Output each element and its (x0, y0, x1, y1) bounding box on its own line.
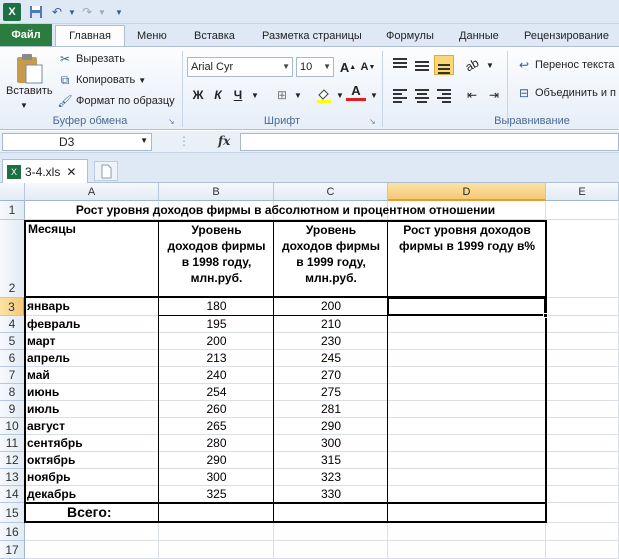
table-border (24, 521, 547, 523)
font-launcher-icon[interactable]: ↘ (369, 117, 376, 126)
insert-function-icon[interactable]: fx (218, 134, 231, 148)
cell-month[interactable]: август (27, 419, 65, 433)
excel-file-icon: X (7, 165, 21, 179)
wrap-text-button[interactable] (516, 57, 615, 73)
row-header[interactable]: 6 (0, 350, 25, 367)
table-border (158, 220, 159, 523)
save-icon[interactable] (27, 3, 45, 21)
cell-month[interactable]: март (27, 334, 56, 348)
redo-icon[interactable]: ↷ (81, 5, 93, 19)
cell-income-1999[interactable]: 270 (320, 368, 342, 382)
wrap-text-icon: ↩ (518, 58, 530, 72)
table-border (387, 220, 388, 523)
quick-access-toolbar (0, 0, 619, 24)
cell-month[interactable]: ноябрь (27, 470, 71, 484)
workbook-tab[interactable] (2, 159, 88, 183)
row-header[interactable]: 3 (0, 298, 25, 316)
header-line: Уровень (191, 223, 242, 237)
alignment-group-label: Выравнивание (494, 115, 570, 127)
formula-input[interactable] (240, 133, 619, 151)
cell-income-1999[interactable]: 300 (320, 436, 342, 450)
cell-income-1998[interactable]: 240 (206, 368, 227, 382)
formula-bar (0, 131, 619, 153)
cell-income-1998[interactable]: 290 (206, 453, 227, 467)
cell-income-1998[interactable]: 280 (206, 436, 227, 450)
row-header[interactable]: 17 (0, 541, 25, 559)
header-line: млн.руб. (190, 271, 243, 285)
cell-month[interactable]: июль (27, 402, 60, 416)
merge-center-button[interactable] (516, 85, 616, 101)
row-header[interactable]: 9 (0, 401, 25, 418)
header-b (159, 222, 274, 286)
underline-dropdown-icon[interactable]: ▼ (251, 90, 259, 100)
cell-month[interactable]: апрель (27, 351, 70, 365)
cell-income-1999[interactable]: 230 (320, 334, 342, 348)
tab-formulas[interactable]: Формулы (386, 30, 434, 42)
cell-income-1999[interactable]: 323 (320, 470, 342, 484)
align-top-icon[interactable] (390, 55, 410, 75)
format-painter-button[interactable] (57, 93, 175, 109)
row-header[interactable]: 8 (0, 384, 25, 401)
tab-home[interactable]: Главная (55, 25, 125, 46)
merge-label: Объединить и п (535, 87, 617, 99)
row-header[interactable]: 7 (0, 367, 25, 384)
cell-income-1998[interactable]: 300 (206, 470, 227, 484)
undo-icon[interactable]: ↶ (51, 5, 63, 19)
cell-growth-percent[interactable] (388, 470, 546, 487)
row-header[interactable]: 2 (0, 220, 25, 298)
copy-button[interactable] (57, 72, 146, 88)
spreadsheet-grid[interactable] (0, 183, 619, 557)
ribbon (0, 46, 619, 130)
paste-label: Вставить (6, 85, 53, 97)
selected-cell[interactable] (387, 297, 546, 316)
cell-growth-percent[interactable] (388, 317, 546, 334)
scissors-icon: ✂ (59, 52, 71, 66)
bold-button[interactable]: Ж (192, 88, 204, 102)
table-border (24, 220, 547, 222)
copy-dropdown-icon[interactable]: ▼ (138, 75, 147, 85)
cell-growth-percent[interactable] (388, 334, 546, 351)
cell-growth-percent[interactable] (388, 385, 546, 402)
font-size-value: 10 (300, 61, 313, 73)
cell-income-1998[interactable]: 195 (206, 317, 227, 331)
format-painter-label: Формат по образцу (76, 95, 175, 107)
cell-income-1999[interactable]: 245 (320, 351, 342, 365)
cut-button[interactable] (57, 51, 125, 67)
formula-bar-splitter-icon[interactable]: ⋮ (178, 134, 190, 148)
cell-growth-percent[interactable] (388, 402, 546, 419)
tab-file[interactable]: Файл (0, 24, 52, 46)
cell-growth-percent[interactable] (388, 419, 546, 436)
cell-income-1998[interactable]: 254 (206, 385, 227, 399)
row-header[interactable]: 4 (0, 316, 25, 333)
table-border (25, 502, 546, 504)
row-header[interactable]: 11 (0, 435, 25, 452)
cell-growth-percent[interactable] (388, 351, 546, 368)
cell-income-1999[interactable]: 200 (320, 299, 342, 313)
paste-dropdown-icon[interactable]: ▼ (20, 101, 28, 110)
font-name-select[interactable] (187, 57, 293, 77)
cell-month[interactable]: июнь (27, 385, 60, 399)
table-title: Рост уровня доходов фирмы в абсолютном и процентном отношении (75, 203, 496, 217)
increase-indent-icon[interactable]: ⇥ (488, 88, 500, 102)
cell-income-1998[interactable]: 213 (206, 351, 227, 365)
undo-dropdown-icon[interactable]: ▼ (68, 7, 76, 17)
fill-color-dropdown-icon[interactable]: ▼ (336, 90, 344, 100)
column-header[interactable]: C (274, 183, 388, 201)
cell-month[interactable]: октябрь (27, 453, 76, 467)
increase-font-icon[interactable]: A ▲ (339, 59, 357, 75)
header-line: доходов фирмы (167, 239, 266, 253)
header-line: Уровень (305, 223, 357, 237)
cell-growth-percent[interactable] (388, 436, 546, 453)
row-header[interactable]: 12 (0, 452, 25, 469)
borders-icon[interactable]: ⊞ (276, 88, 288, 102)
header-line: млн.руб. (305, 271, 357, 285)
align-right-icon[interactable] (434, 85, 454, 105)
align-bottom-icon[interactable] (434, 55, 454, 75)
tab-menu[interactable]: Меню (137, 30, 167, 42)
select-all-corner[interactable] (0, 183, 25, 201)
decrease-indent-icon[interactable]: ⇤ (466, 88, 478, 102)
table-border (545, 220, 547, 523)
cell-month[interactable]: февраль (27, 317, 81, 331)
copy-label: Копировать (76, 74, 136, 86)
font-color-icon[interactable]: A (346, 83, 366, 101)
cell-month[interactable]: май (27, 368, 50, 382)
underline-button[interactable]: Ч (233, 88, 243, 102)
chevron-down-icon[interactable]: ▼ (140, 136, 148, 145)
merge-cells-icon: ⊟ (518, 86, 530, 100)
tab-review[interactable]: Рецензирование (524, 30, 609, 42)
cell-income-1998[interactable]: 265 (206, 419, 227, 433)
tab-insert[interactable]: Вставка (194, 30, 235, 42)
header-d (388, 222, 546, 254)
italic-button[interactable]: К (214, 88, 222, 102)
header-line: в 1999 году, (296, 255, 366, 269)
row-header[interactable]: 16 (0, 523, 25, 541)
table-border (24, 220, 26, 523)
clipboard-group-label: Буфер обмена (52, 115, 128, 127)
cell-month[interactable]: январь (27, 299, 70, 313)
workbook-tab-label: 3-4.xls (25, 164, 61, 179)
header-c (274, 222, 388, 286)
name-box[interactable] (2, 133, 152, 151)
row-header[interactable]: 10 (0, 418, 25, 435)
clipboard-launcher-icon[interactable]: ↘ (168, 117, 175, 126)
ribbon-tabs (0, 24, 619, 46)
column-header[interactable]: E (546, 183, 619, 201)
borders-dropdown-icon[interactable]: ▼ (294, 90, 302, 100)
cell-month[interactable]: декабрь (27, 487, 77, 501)
header-line: доходов фирмы (281, 239, 381, 253)
align-left-icon[interactable] (390, 85, 410, 105)
total-label: Всего: (67, 504, 112, 520)
cut-label: Вырезать (76, 53, 125, 65)
align-middle-icon[interactable] (412, 55, 432, 75)
cell-income-1999[interactable]: 290 (320, 419, 342, 433)
name-box-value: D3 (59, 135, 75, 149)
new-document-icon (95, 162, 117, 180)
font-name-value: Arial Cyr (191, 61, 234, 73)
cell-income-1998[interactable]: 260 (206, 402, 227, 416)
cell-income-1998[interactable]: 200 (206, 334, 227, 348)
close-icon[interactable]: ✕ (66, 164, 77, 179)
decrease-font-icon[interactable]: A ▼ (360, 61, 376, 73)
cell-income-1998[interactable]: 325 (206, 487, 227, 501)
header-line: фирмы в 1999 году в% (398, 239, 536, 253)
orientation-dropdown-icon[interactable]: ▼ (486, 60, 494, 70)
cell-growth-percent[interactable] (388, 453, 546, 470)
font-size-select[interactable] (296, 57, 334, 77)
header-months: Месяцы (28, 222, 76, 236)
customize-toolbar-icon[interactable]: ▼ (115, 7, 123, 17)
cell-growth-percent[interactable] (388, 368, 546, 385)
paste-icon[interactable] (14, 53, 44, 88)
row-header[interactable]: 15 (0, 503, 25, 523)
paintbrush-icon: 🖌 (57, 94, 73, 108)
font-color-dropdown-icon[interactable]: ▼ (370, 90, 378, 100)
column-header[interactable]: B (159, 183, 274, 201)
chevron-down-icon: ▼ (323, 62, 331, 71)
copy-icon: ⧉ (60, 72, 70, 87)
cell-month[interactable]: сентябрь (27, 436, 83, 450)
chevron-down-icon: ▼ (282, 62, 290, 71)
cell-income-1999[interactable]: 330 (320, 487, 342, 501)
row-header[interactable]: 5 (0, 333, 25, 350)
cell-income-1998[interactable]: 180 (206, 299, 227, 313)
row-header[interactable]: 1 (0, 201, 25, 220)
paste-button[interactable] (6, 85, 53, 97)
row-header[interactable]: 13 (0, 469, 25, 486)
tab-data[interactable]: Данные (459, 30, 499, 42)
column-header[interactable]: D (388, 183, 546, 201)
cell-income-1999[interactable]: 315 (320, 453, 342, 467)
new-tab-button[interactable] (94, 161, 118, 181)
cell-income-1999[interactable]: 275 (320, 385, 342, 399)
gridline (25, 540, 619, 541)
workbook-tab-bar (0, 153, 619, 183)
cell-income-1999[interactable]: 281 (320, 402, 342, 416)
column-header[interactable]: A (25, 183, 159, 201)
font-group-label: Шрифт (263, 115, 301, 127)
redo-dropdown-icon[interactable]: ▼ (98, 7, 106, 17)
orientation-icon[interactable]: ab (462, 55, 482, 75)
wrap-text-label: Перенос текста (535, 59, 615, 71)
header-line: Рост уровня доходов (403, 223, 531, 237)
row-header[interactable]: 14 (0, 486, 25, 503)
tab-page-layout[interactable]: Разметка страницы (262, 30, 362, 42)
align-center-icon[interactable] (412, 85, 432, 105)
fill-handle[interactable] (543, 313, 548, 318)
excel-logo-icon: X (3, 3, 21, 21)
header-line: в 1998 году, (181, 255, 252, 269)
cell-income-1999[interactable]: 210 (320, 317, 342, 331)
table-border (273, 220, 274, 523)
